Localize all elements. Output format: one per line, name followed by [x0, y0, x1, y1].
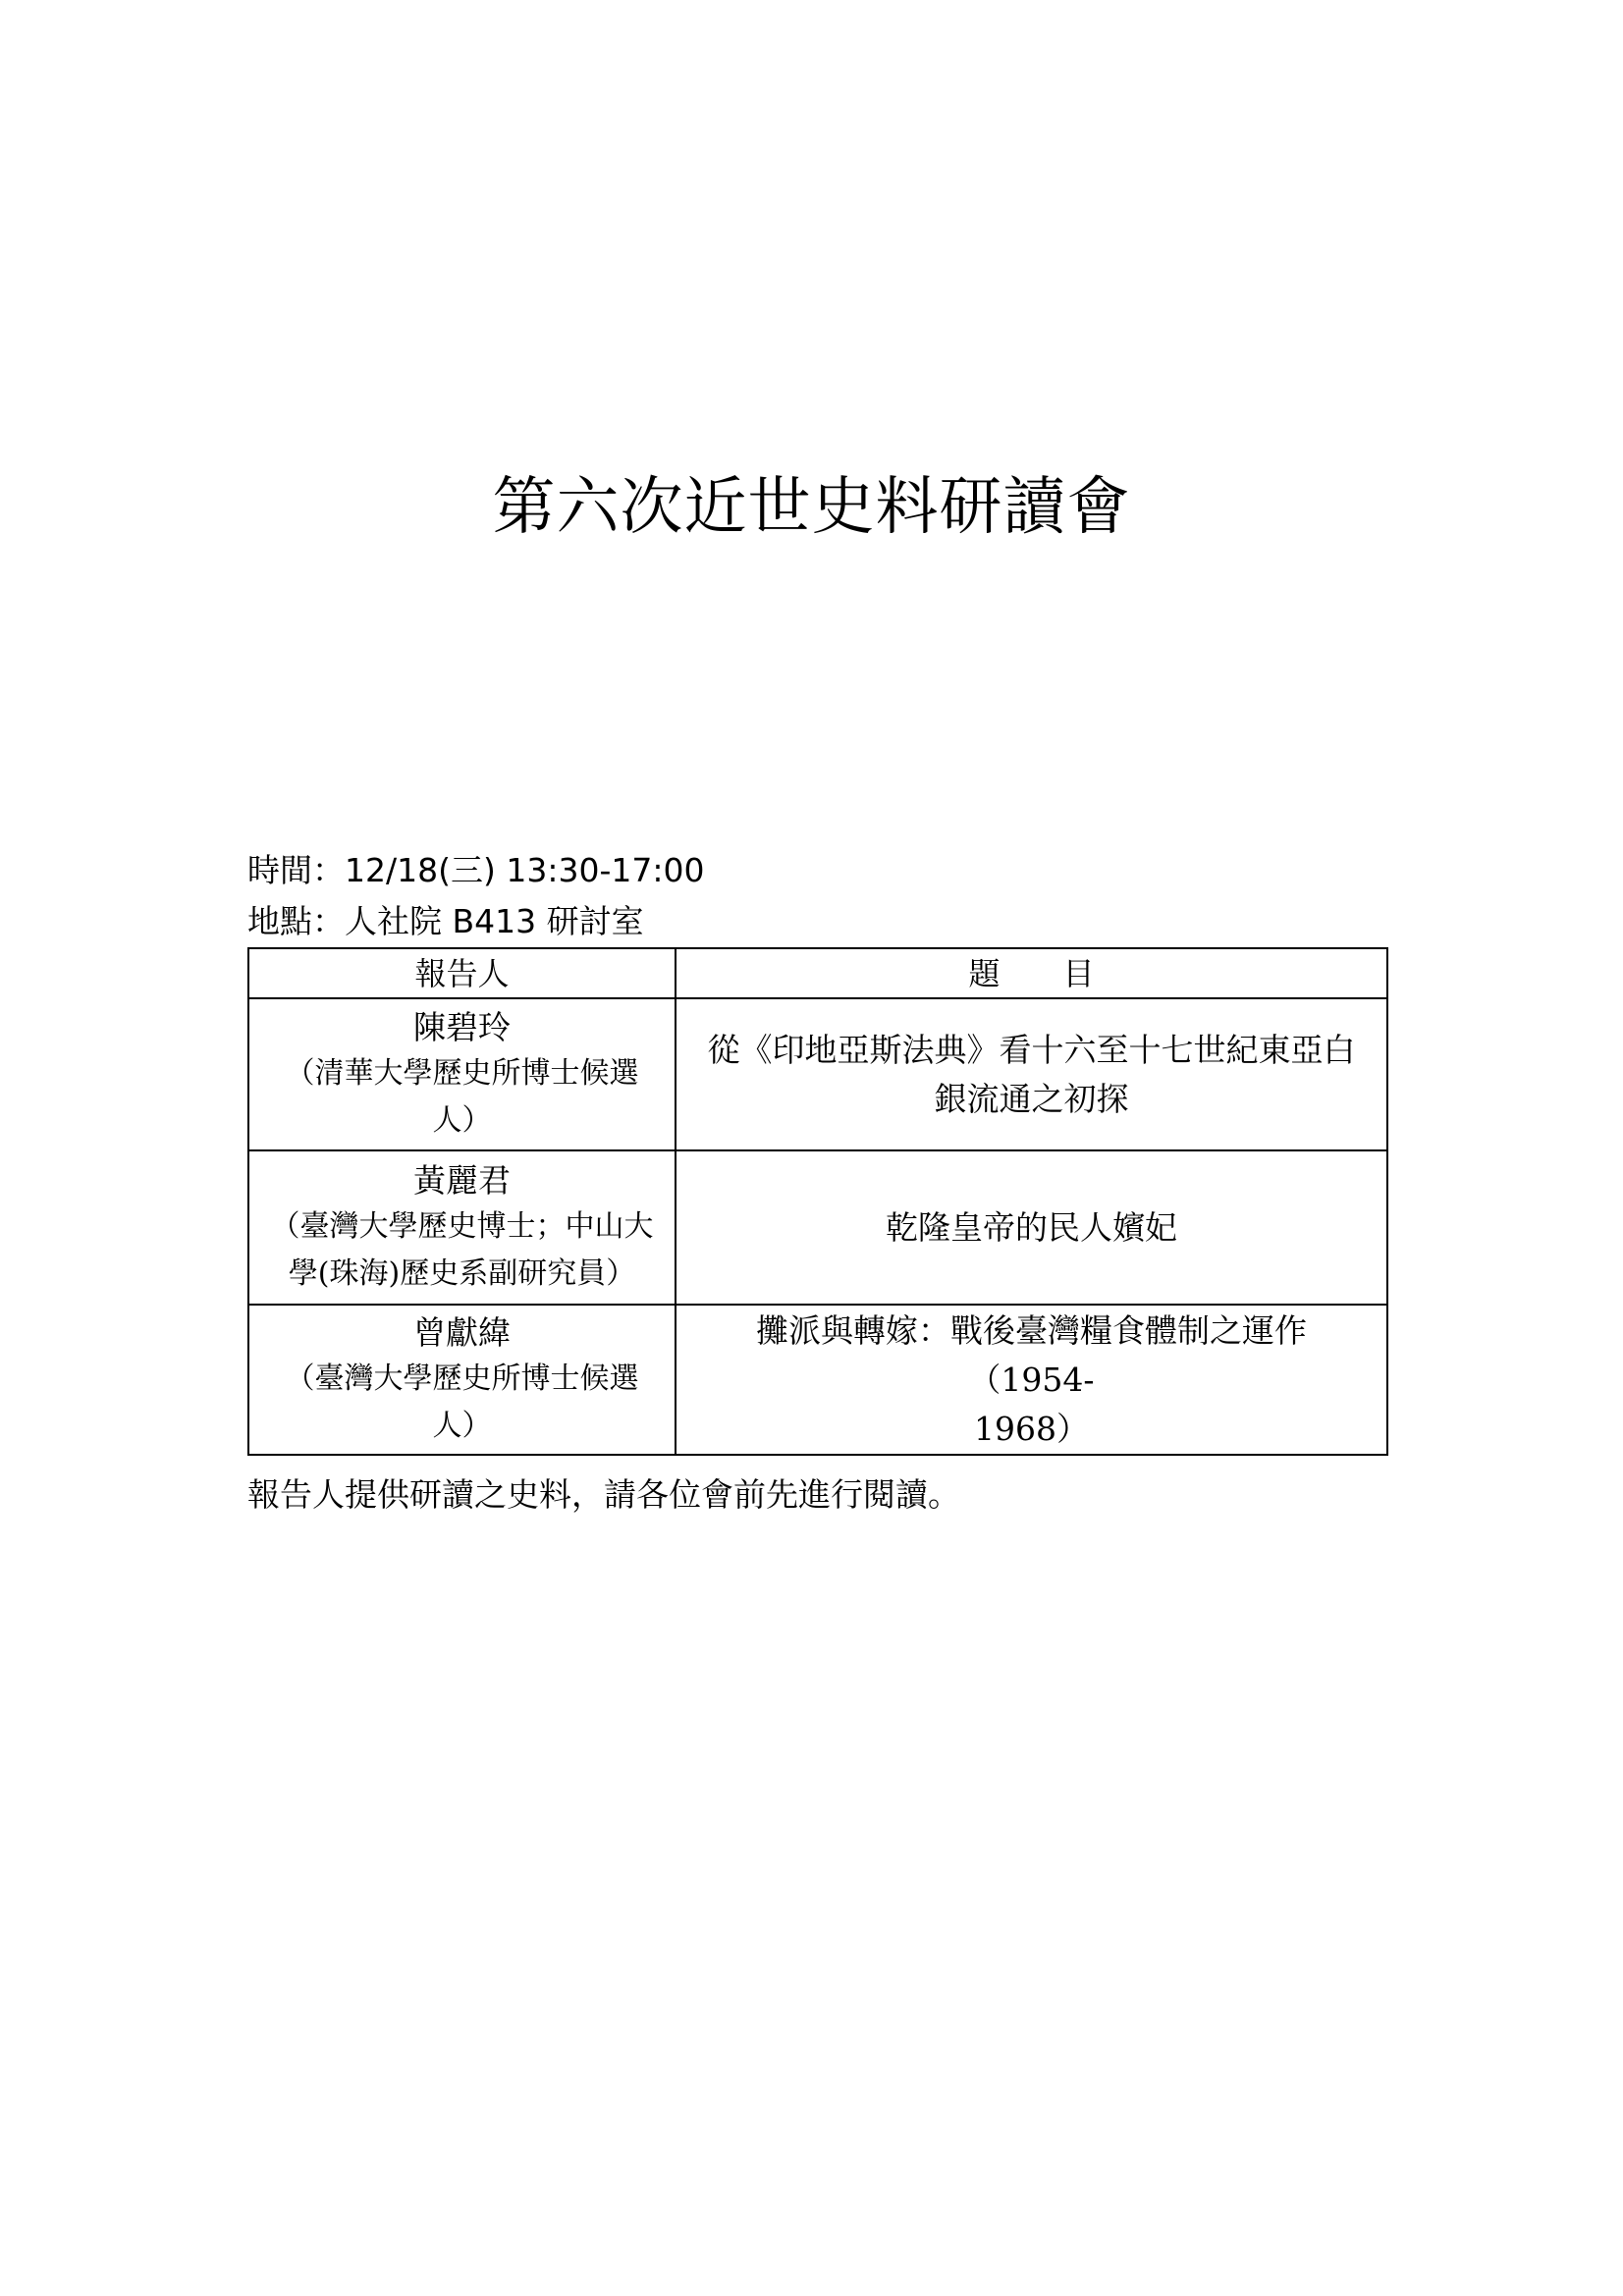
- header-topic: 題 目: [676, 948, 1387, 998]
- header-presenter: 報告人: [248, 948, 676, 998]
- topic-cell: [676, 1150, 1387, 1305]
- topic-text: 銀流通之初探: [934, 1079, 1129, 1118]
- table-row: [248, 998, 1387, 1150]
- presenter-affiliation: （臺灣大學歷史所博士候選: [285, 1361, 639, 1396]
- table-header-row: [248, 948, 1387, 998]
- presenter-affiliation: （清華大學歷史所博士候選: [285, 1055, 639, 1091]
- presenter-affiliation: （臺灣大學歷史博士；中山大: [270, 1208, 654, 1244]
- document-title: 第六次近世史料研讀會: [492, 471, 1131, 544]
- table-row: [248, 1150, 1387, 1305]
- table-row: [248, 1305, 1387, 1455]
- footer-note: 報告人提供研讀之史料，請各位會前先進行閱讀。: [247, 1475, 960, 1514]
- topic-cell: [676, 998, 1387, 1150]
- topic-text: 從《印地亞斯法典》看十六至十七世紀東亞白: [707, 1030, 1356, 1069]
- presenter-cell: [248, 1150, 676, 1305]
- presenter-name: 陳碧玲: [413, 1007, 511, 1046]
- presenter-affiliation: 人）: [432, 1102, 492, 1138]
- schedule-table: [247, 947, 1388, 1456]
- presenter-name: 曾獻緯: [413, 1312, 511, 1352]
- topic-text: 1968）: [974, 1409, 1089, 1448]
- topic-text: 乾隆皇帝的民人嬪妃: [886, 1207, 1177, 1247]
- presenter-cell: [248, 998, 676, 1150]
- event-time: 時間：12/18(三) 13:30-17:00: [247, 851, 705, 889]
- event-location: 地點：人社院 B413 研討室: [247, 902, 644, 940]
- topic-cell: [676, 1305, 1387, 1455]
- presenter-affiliation: 學(珠海)歷史系副研究員）: [288, 1255, 636, 1291]
- presenter-cell: [248, 1305, 676, 1455]
- topic-text: 攤派與轉嫁：戰後臺灣糧食體制之運作（1954-: [756, 1310, 1307, 1399]
- presenter-affiliation: 人）: [432, 1408, 492, 1443]
- presenter-name: 黃麗君: [413, 1160, 511, 1200]
